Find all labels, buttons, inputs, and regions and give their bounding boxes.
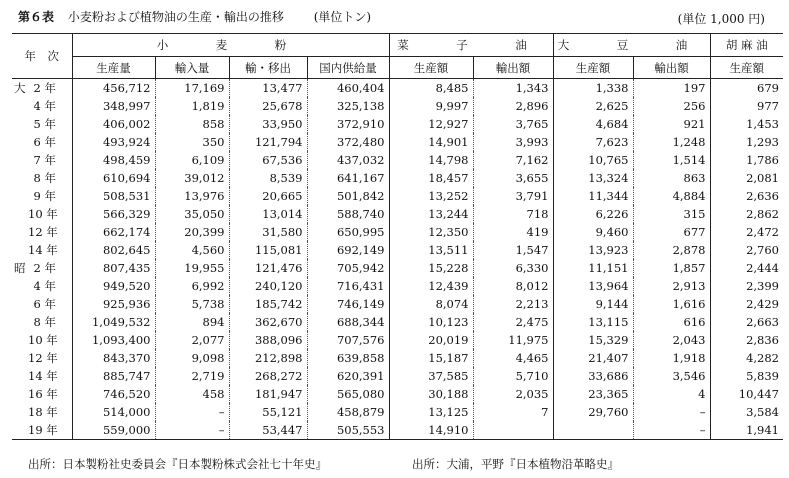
value-cell: 406,002: [72, 115, 155, 133]
table-row: [12, 97, 783, 115]
value-cell: 14,798: [389, 151, 473, 169]
value-cell: 3,993: [473, 133, 553, 151]
value-cell: 458,879: [307, 403, 389, 421]
year-cell: [12, 259, 72, 277]
value-cell: 268,272: [229, 367, 307, 385]
value-cell: 39,012: [155, 169, 229, 187]
value-cell: 13,252: [389, 187, 473, 205]
year-label: 5 年: [33, 117, 56, 131]
value-cell: 20,399: [155, 223, 229, 241]
value-cell: 1,857: [633, 259, 710, 277]
year-label: 6 年: [33, 135, 56, 149]
value-cell: 641,167: [307, 169, 389, 187]
value-cell: 9,144: [553, 295, 633, 313]
column-header: 輸出額: [633, 57, 710, 79]
value-cell: 15,187: [389, 349, 473, 367]
year-cell: [12, 331, 72, 349]
table-row: [12, 277, 783, 295]
year-label: 10 年: [28, 333, 58, 347]
column-header: 生産量: [72, 57, 155, 79]
source-note-right: 出所：大浦，平野『日本植物沿革略史』: [412, 457, 619, 471]
year-cell: [12, 97, 72, 115]
year-cell: [12, 115, 72, 133]
value-cell: 13,324: [553, 169, 633, 187]
value-cell: 4,684: [553, 115, 633, 133]
value-cell: 679: [710, 79, 783, 98]
year-label: 4 年: [33, 99, 56, 113]
value-cell: 2,081: [710, 169, 783, 187]
value-cell: 1,918: [633, 349, 710, 367]
value-cell: 4,560: [155, 241, 229, 259]
value-cell: 8,012: [473, 277, 553, 295]
value-cell: 650,995: [307, 223, 389, 241]
year-cell: [12, 169, 72, 187]
value-cell: 10,765: [553, 151, 633, 169]
value-cell: 807,435: [72, 259, 155, 277]
value-cell: 1,293: [710, 133, 783, 151]
value-cell: 2,429: [710, 295, 783, 313]
value-cell: 115,081: [229, 241, 307, 259]
value-cell: 35,050: [155, 205, 229, 223]
value-cell: 8,539: [229, 169, 307, 187]
value-cell: 13,923: [553, 241, 633, 259]
table-row: [12, 367, 783, 385]
value-cell: 925,936: [72, 295, 155, 313]
year-cell: [12, 385, 72, 403]
year-label: 19 年: [28, 423, 58, 437]
year-label: 7 年: [33, 153, 56, 167]
group-header-rapeseed-oil: 菜 子 油: [389, 34, 553, 57]
table-row: [12, 79, 783, 98]
value-cell: 1,338: [553, 79, 633, 98]
value-cell: –: [155, 403, 229, 421]
value-cell: 1,049,532: [72, 313, 155, 331]
value-cell: 3,584: [710, 403, 783, 421]
value-cell: 3,791: [473, 187, 553, 205]
value-cell: 25,678: [229, 97, 307, 115]
table-row: [12, 421, 783, 440]
value-cell: 197: [633, 79, 710, 98]
value-cell: 863: [633, 169, 710, 187]
table-caption: 小麦粉および植物油の生産・輸出の推移: [67, 10, 284, 24]
year-label: 6 年: [33, 297, 56, 311]
value-cell: 7,162: [473, 151, 553, 169]
value-cell: 1,514: [633, 151, 710, 169]
value-cell: 493,924: [72, 133, 155, 151]
value-cell: 348,997: [72, 97, 155, 115]
value-cell: 350: [155, 133, 229, 151]
year-label: 9 年: [33, 189, 56, 203]
value-cell: 858: [155, 115, 229, 133]
value-cell: 501,842: [307, 187, 389, 205]
value-cell: 9,997: [389, 97, 473, 115]
column-header: 生産額: [553, 57, 633, 79]
value-cell: 2,836: [710, 331, 783, 349]
value-cell: 705,942: [307, 259, 389, 277]
year-label: 12 年: [28, 351, 58, 365]
value-cell: 13,125: [389, 403, 473, 421]
value-cell: 2,878: [633, 241, 710, 259]
era-label: 昭: [14, 261, 26, 275]
value-cell: 20,665: [229, 187, 307, 205]
value-cell: 4: [633, 385, 710, 403]
value-cell: 362,670: [229, 313, 307, 331]
value-cell: 7: [473, 403, 553, 421]
value-cell: 514,000: [72, 403, 155, 421]
year-cell: [12, 133, 72, 151]
value-cell: 31,580: [229, 223, 307, 241]
value-cell: 456,712: [72, 79, 155, 98]
column-header: 生産額: [710, 57, 783, 79]
value-cell: 181,947: [229, 385, 307, 403]
table-row: [12, 313, 783, 331]
value-cell: 566,329: [72, 205, 155, 223]
year-cell: [12, 403, 72, 421]
value-cell: 11,151: [553, 259, 633, 277]
value-cell: 2,760: [710, 241, 783, 259]
table-row: [12, 259, 783, 277]
value-cell: 372,910: [307, 115, 389, 133]
value-cell: 4,282: [710, 349, 783, 367]
year-label: 2 年: [33, 261, 56, 275]
year-cell: [12, 421, 72, 440]
group-header-soybean-oil: 大 豆 油: [553, 34, 710, 57]
year-label: 14 年: [28, 369, 58, 383]
table-row: [12, 241, 783, 259]
value-cell: 55,121: [229, 403, 307, 421]
value-cell: 2,399: [710, 277, 783, 295]
column-header: 輸出額: [473, 57, 553, 79]
year-label: 14 年: [28, 243, 58, 257]
table-title: [18, 8, 371, 25]
value-cell: 746,520: [72, 385, 155, 403]
value-cell: 325,138: [307, 97, 389, 115]
year-cell: [12, 205, 72, 223]
value-cell: 67,536: [229, 151, 307, 169]
value-cell: 5,839: [710, 367, 783, 385]
value-cell: 185,742: [229, 295, 307, 313]
value-cell: 1,453: [710, 115, 783, 133]
value-cell: 15,329: [553, 331, 633, 349]
table-row: [12, 403, 783, 421]
value-cell: 802,645: [72, 241, 155, 259]
value-cell: 707,576: [307, 331, 389, 349]
value-cell: 9,460: [553, 223, 633, 241]
value-cell: 8,485: [389, 79, 473, 98]
value-cell: 13,014: [229, 205, 307, 223]
value-cell: 37,585: [389, 367, 473, 385]
value-cell: 12,350: [389, 223, 473, 241]
value-cell: 4,884: [633, 187, 710, 205]
value-cell: 6,226: [553, 205, 633, 223]
column-header: 国内供給量: [307, 57, 389, 79]
value-cell: 662,174: [72, 223, 155, 241]
value-cell: 15,228: [389, 259, 473, 277]
value-cell: 677: [633, 223, 710, 241]
value-cell: –: [155, 421, 229, 440]
year-label: 8 年: [33, 315, 56, 329]
value-cell: 3,765: [473, 115, 553, 133]
value-cell: 29,760: [553, 403, 633, 421]
value-cell: 6,109: [155, 151, 229, 169]
year-cell: [12, 349, 72, 367]
value-cell: 21,407: [553, 349, 633, 367]
value-cell: 388,096: [229, 331, 307, 349]
value-cell: 10,447: [710, 385, 783, 403]
value-cell: 6,992: [155, 277, 229, 295]
year-cell: [12, 223, 72, 241]
value-cell: 1,093,400: [72, 331, 155, 349]
value-cell: 1,248: [633, 133, 710, 151]
value-cell: 121,794: [229, 133, 307, 151]
value-cell: 2,213: [473, 295, 553, 313]
value-cell: 746,149: [307, 295, 389, 313]
value-cell: 610,694: [72, 169, 155, 187]
value-cell: 1,941: [710, 421, 783, 440]
table-row: [12, 223, 783, 241]
year-cell: [12, 367, 72, 385]
year-label: 10 年: [28, 207, 58, 221]
value-cell: 894: [155, 313, 229, 331]
value-cell: 716,431: [307, 277, 389, 295]
year-cell: [12, 277, 72, 295]
table-row: [12, 151, 783, 169]
value-cell: 9,098: [155, 349, 229, 367]
value-cell: 7,623: [553, 133, 633, 151]
year-cell: [12, 79, 72, 98]
table-row: [12, 331, 783, 349]
value-cell: 1,786: [710, 151, 783, 169]
value-cell: 843,370: [72, 349, 155, 367]
value-cell: 33,686: [553, 367, 633, 385]
value-cell: 508,531: [72, 187, 155, 205]
value-cell: 2,625: [553, 97, 633, 115]
value-cell: 11,975: [473, 331, 553, 349]
value-cell: –: [633, 403, 710, 421]
value-cell: 13,244: [389, 205, 473, 223]
year-cell: [12, 187, 72, 205]
value-cell: 2,636: [710, 187, 783, 205]
year-cell: [12, 241, 72, 259]
year-label: 12 年: [28, 225, 58, 239]
value-cell: 3,546: [633, 367, 710, 385]
value-cell: 23,365: [553, 385, 633, 403]
value-cell: 121,476: [229, 259, 307, 277]
year-cell: [12, 151, 72, 169]
table-row: [12, 187, 783, 205]
value-cell: 921: [633, 115, 710, 133]
year-label: 2 年: [33, 81, 56, 95]
value-cell: 718: [473, 205, 553, 223]
group-header-wheat-flour: 小 麦 粉: [72, 34, 389, 57]
value-cell: 559,000: [72, 421, 155, 440]
value-cell: 505,553: [307, 421, 389, 440]
value-cell: 458: [155, 385, 229, 403]
value-cell: [473, 421, 553, 440]
value-cell: 4,465: [473, 349, 553, 367]
table-row: [12, 385, 783, 403]
value-cell: 588,740: [307, 205, 389, 223]
value-cell: 10,123: [389, 313, 473, 331]
column-header: 生産額: [389, 57, 473, 79]
value-cell: 2,913: [633, 277, 710, 295]
value-cell: 11,344: [553, 187, 633, 205]
table-row: [12, 349, 783, 367]
value-cell: 2,896: [473, 97, 553, 115]
value-cell: 33,950: [229, 115, 307, 133]
column-header: 輸・移出: [229, 57, 307, 79]
table-row: [12, 169, 783, 187]
table-row: [12, 295, 783, 313]
value-cell: [553, 421, 633, 440]
year-cell: [12, 313, 72, 331]
value-cell: 12,927: [389, 115, 473, 133]
value-cell: 419: [473, 223, 553, 241]
value-cell: 18,457: [389, 169, 473, 187]
value-cell: 13,477: [229, 79, 307, 98]
value-cell: 498,459: [72, 151, 155, 169]
table-row: [12, 133, 783, 151]
value-cell: 30,188: [389, 385, 473, 403]
table-row: [12, 205, 783, 223]
year-label: 16 年: [28, 387, 58, 401]
value-cell: 13,976: [155, 187, 229, 205]
value-cell: 372,480: [307, 133, 389, 151]
value-cell: 2,719: [155, 367, 229, 385]
value-cell: 53,447: [229, 421, 307, 440]
era-label: 大: [14, 81, 26, 95]
value-cell: 2,444: [710, 259, 783, 277]
value-cell: 19,955: [155, 259, 229, 277]
source-note-left: 出所：日本製粉社史委員会『日本製粉株式会社七十年史』: [28, 457, 327, 471]
value-cell: 13,115: [553, 313, 633, 331]
value-cell: 212,898: [229, 349, 307, 367]
value-cell: 14,910: [389, 421, 473, 440]
value-cell: 460,404: [307, 79, 389, 98]
unit-label-left: (単位トン): [313, 10, 372, 24]
value-cell: –: [633, 421, 710, 440]
value-cell: 639,858: [307, 349, 389, 367]
year-cell: [12, 295, 72, 313]
value-cell: 13,964: [553, 277, 633, 295]
value-cell: 3,655: [473, 169, 553, 187]
value-cell: 688,344: [307, 313, 389, 331]
group-header-sesame-oil: 胡 麻 油: [710, 34, 783, 57]
value-cell: 315: [633, 205, 710, 223]
unit-label-right: (単位 1,000 円): [677, 12, 765, 26]
value-cell: 437,032: [307, 151, 389, 169]
value-cell: 14,901: [389, 133, 473, 151]
value-cell: 1,547: [473, 241, 553, 259]
value-cell: 1,616: [633, 295, 710, 313]
value-cell: 5,738: [155, 295, 229, 313]
value-cell: 2,663: [710, 313, 783, 331]
year-label: 18 年: [28, 405, 58, 419]
data-table: [12, 33, 783, 440]
table-number: 第６表: [18, 10, 55, 24]
value-cell: 2,475: [473, 313, 553, 331]
value-cell: 977: [710, 97, 783, 115]
value-cell: 2,035: [473, 385, 553, 403]
value-cell: 2,472: [710, 223, 783, 241]
value-cell: 240,120: [229, 277, 307, 295]
value-cell: 12,439: [389, 277, 473, 295]
value-cell: 885,747: [72, 367, 155, 385]
value-cell: 620,391: [307, 367, 389, 385]
value-cell: 17,169: [155, 79, 229, 98]
value-cell: 692,149: [307, 241, 389, 259]
value-cell: 949,520: [72, 277, 155, 295]
value-cell: 13,511: [389, 241, 473, 259]
year-label: 8 年: [33, 171, 56, 185]
value-cell: 565,080: [307, 385, 389, 403]
value-cell: 1,343: [473, 79, 553, 98]
value-cell: 1,819: [155, 97, 229, 115]
year-label: 4 年: [33, 279, 56, 293]
value-cell: 5,710: [473, 367, 553, 385]
value-cell: 6,330: [473, 259, 553, 277]
value-cell: 2,862: [710, 205, 783, 223]
table-row: [12, 115, 783, 133]
value-cell: 20,019: [389, 331, 473, 349]
value-cell: 616: [633, 313, 710, 331]
value-cell: 2,043: [633, 331, 710, 349]
column-header: 輸入量: [155, 57, 229, 79]
year-header: 年 次: [12, 34, 72, 79]
value-cell: 8,074: [389, 295, 473, 313]
value-cell: 256: [633, 97, 710, 115]
value-cell: 2,077: [155, 331, 229, 349]
